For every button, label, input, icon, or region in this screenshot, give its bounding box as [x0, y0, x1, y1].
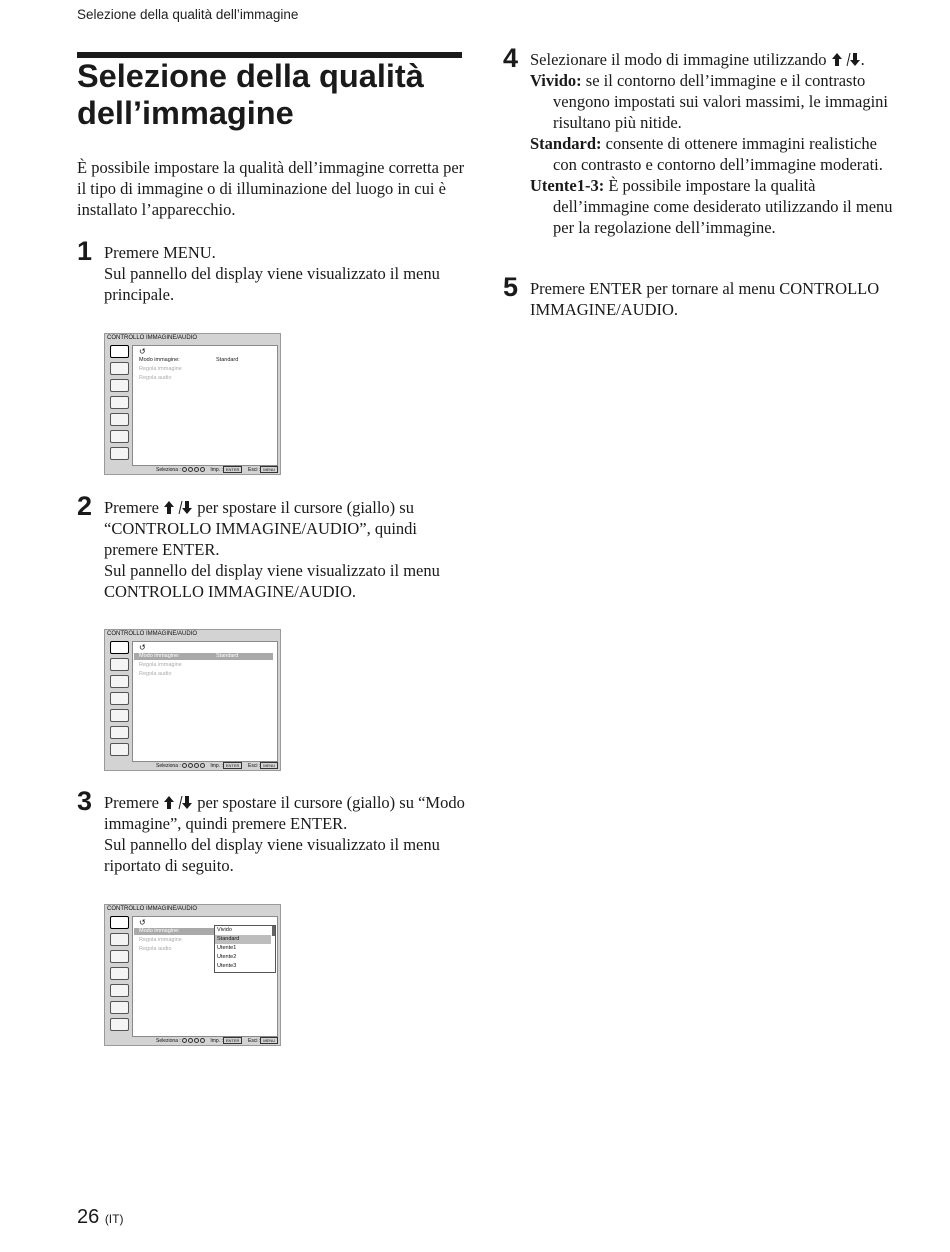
up-down-arrow-icon: [831, 52, 861, 67]
option-vivido: Vivido: [217, 927, 232, 933]
back-icon: ↺: [139, 918, 146, 927]
option-utente2: Utente2: [217, 954, 237, 960]
option-utente1: Utente1: [217, 945, 237, 951]
picture-mode-dropdown: [214, 925, 276, 973]
page-number: 26 (IT): [77, 1206, 124, 1228]
step-number: 1: [77, 236, 93, 266]
info-icon: [110, 1018, 129, 1031]
info-icon: [110, 743, 129, 756]
back-icon: ↺: [139, 643, 146, 652]
osd-title: CONTROLLO IMMAGINE/AUDIO: [107, 631, 198, 637]
info-icon: [110, 447, 129, 460]
osd-footer: Seleziona : Imp. : ENTER Esci : MENU: [156, 466, 278, 473]
osd-title: CONTROLLO IMMAGINE/AUDIO: [107, 335, 198, 341]
screen-icon: [110, 379, 129, 392]
running-header: Selezione della qualità dell’immagine: [77, 7, 299, 22]
function-icon: [110, 984, 129, 997]
input-icon: [110, 933, 129, 946]
adjust-audio-row: Regola audio: [139, 671, 172, 677]
step-1-result: Sul pannello del display viene visualizzato il menu principale.: [104, 264, 440, 304]
adjust-audio-row: Regola audio: [139, 946, 172, 952]
picture-mode-row: Modo immagine:: [134, 928, 214, 935]
osd-menu-panel: [132, 641, 278, 762]
osd-footer: Seleziona : Imp. : ENTER Esci : MENU: [156, 1037, 278, 1044]
step-1-instruction: Premere MENU.: [104, 243, 216, 262]
step-number: 4: [503, 43, 519, 73]
step-2-result: Sul pannello del display viene visualizzato il menu CONTROLLO IMMAGINE/AUDIO.: [104, 561, 440, 601]
adjust-picture-row: Regola immagine: [139, 662, 182, 668]
option-utente3: Utente3: [217, 963, 237, 969]
function-icon: [110, 709, 129, 722]
picture-mode-row: Modo immagine: Standard: [134, 653, 273, 660]
up-down-arrow-icon: [163, 795, 193, 810]
step-4-instruction: Selezionare il modo di immagine utilizzando .: [530, 50, 865, 69]
setup-icon: [110, 396, 129, 409]
option-standard: Standard: [215, 935, 271, 944]
function-icon: [110, 413, 129, 426]
step-3-instruction: Premere per spostare il cursore (giallo) su “Modo immagine”, quindi premere ENTER.: [104, 793, 465, 833]
step-number: 5: [503, 272, 519, 302]
timer-icon: [110, 430, 129, 443]
osd-screenshot-main-menu: [104, 333, 281, 475]
step-number: 2: [77, 491, 93, 521]
page-title: Selezione della qualità dell’immagine: [77, 58, 424, 131]
osd-menu-panel: [132, 916, 278, 1037]
intro-paragraph: È possibile impostare la qualità dell’immagine corretta per il tipo di immagine o di illuminazione del luogo in cui è installato l’apparecchio.: [77, 158, 465, 219]
definition-utente: Utente1-3: È possibile impostare la qualità dell’immagine come desiderato utilizzando il menu per la regolazione dell’immagine.: [530, 176, 893, 237]
setup-icon: [110, 967, 129, 980]
adjust-picture-row: Regola immagine: [139, 366, 182, 372]
step-2: [77, 491, 467, 602]
osd-screenshot-picture-mode-options: [104, 904, 281, 1046]
timer-icon: [110, 726, 129, 739]
step-4: [503, 43, 903, 238]
adjust-picture-row: Regola immagine: [139, 937, 182, 943]
step-2-instruction: Premere per spostare il cursore (giallo) su “CONTROLLO IMMAGINE/AUDIO”, quindi premere ENTER.: [104, 498, 418, 559]
definition-standard: Standard: consente di ottenere immagini realistiche con contrasto e contorno dell’immagine moderati.: [530, 134, 883, 174]
osd-menu-panel: [132, 345, 278, 466]
input-icon: [110, 362, 129, 375]
screen-icon: [110, 950, 129, 963]
picture-mode-row: Modo immagine: Standard: [139, 357, 239, 363]
step-number: 3: [77, 786, 93, 816]
step-5: [503, 272, 883, 320]
osd-title: CONTROLLO IMMAGINE/AUDIO: [107, 906, 198, 912]
definition-vivido: Vivido: se il contorno dell’immagine e il contrasto vengono impostati sui valori massimi, le immagini risultano più nitide.: [530, 71, 889, 132]
adjust-audio-row: Regola audio: [139, 375, 172, 381]
step-3-result: Sul pannello del display viene visualizzato il menu riportato di seguito.: [104, 835, 440, 875]
setup-icon: [110, 692, 129, 705]
osd-icon-column: [108, 641, 132, 760]
step-5-instruction: Premere ENTER per tornare al menu CONTROLLO IMMAGINE/AUDIO.: [530, 279, 880, 319]
input-icon: [110, 658, 129, 671]
step-3: [77, 786, 467, 876]
screen-icon: [110, 675, 129, 688]
picture-audio-icon: [110, 641, 129, 654]
up-down-arrow-icon: [163, 500, 193, 515]
picture-audio-icon: [110, 345, 129, 358]
osd-screenshot-picture-audio-menu: [104, 629, 281, 771]
dropdown-scrollbar: [272, 926, 275, 936]
step-1: [77, 236, 467, 305]
timer-icon: [110, 1001, 129, 1014]
osd-icon-column: [108, 345, 132, 464]
osd-icon-column: [108, 916, 132, 1035]
osd-footer: Seleziona : Imp. : ENTER Esci : MENU: [156, 762, 278, 769]
picture-audio-icon: [110, 916, 129, 929]
back-icon: ↺: [139, 347, 146, 356]
